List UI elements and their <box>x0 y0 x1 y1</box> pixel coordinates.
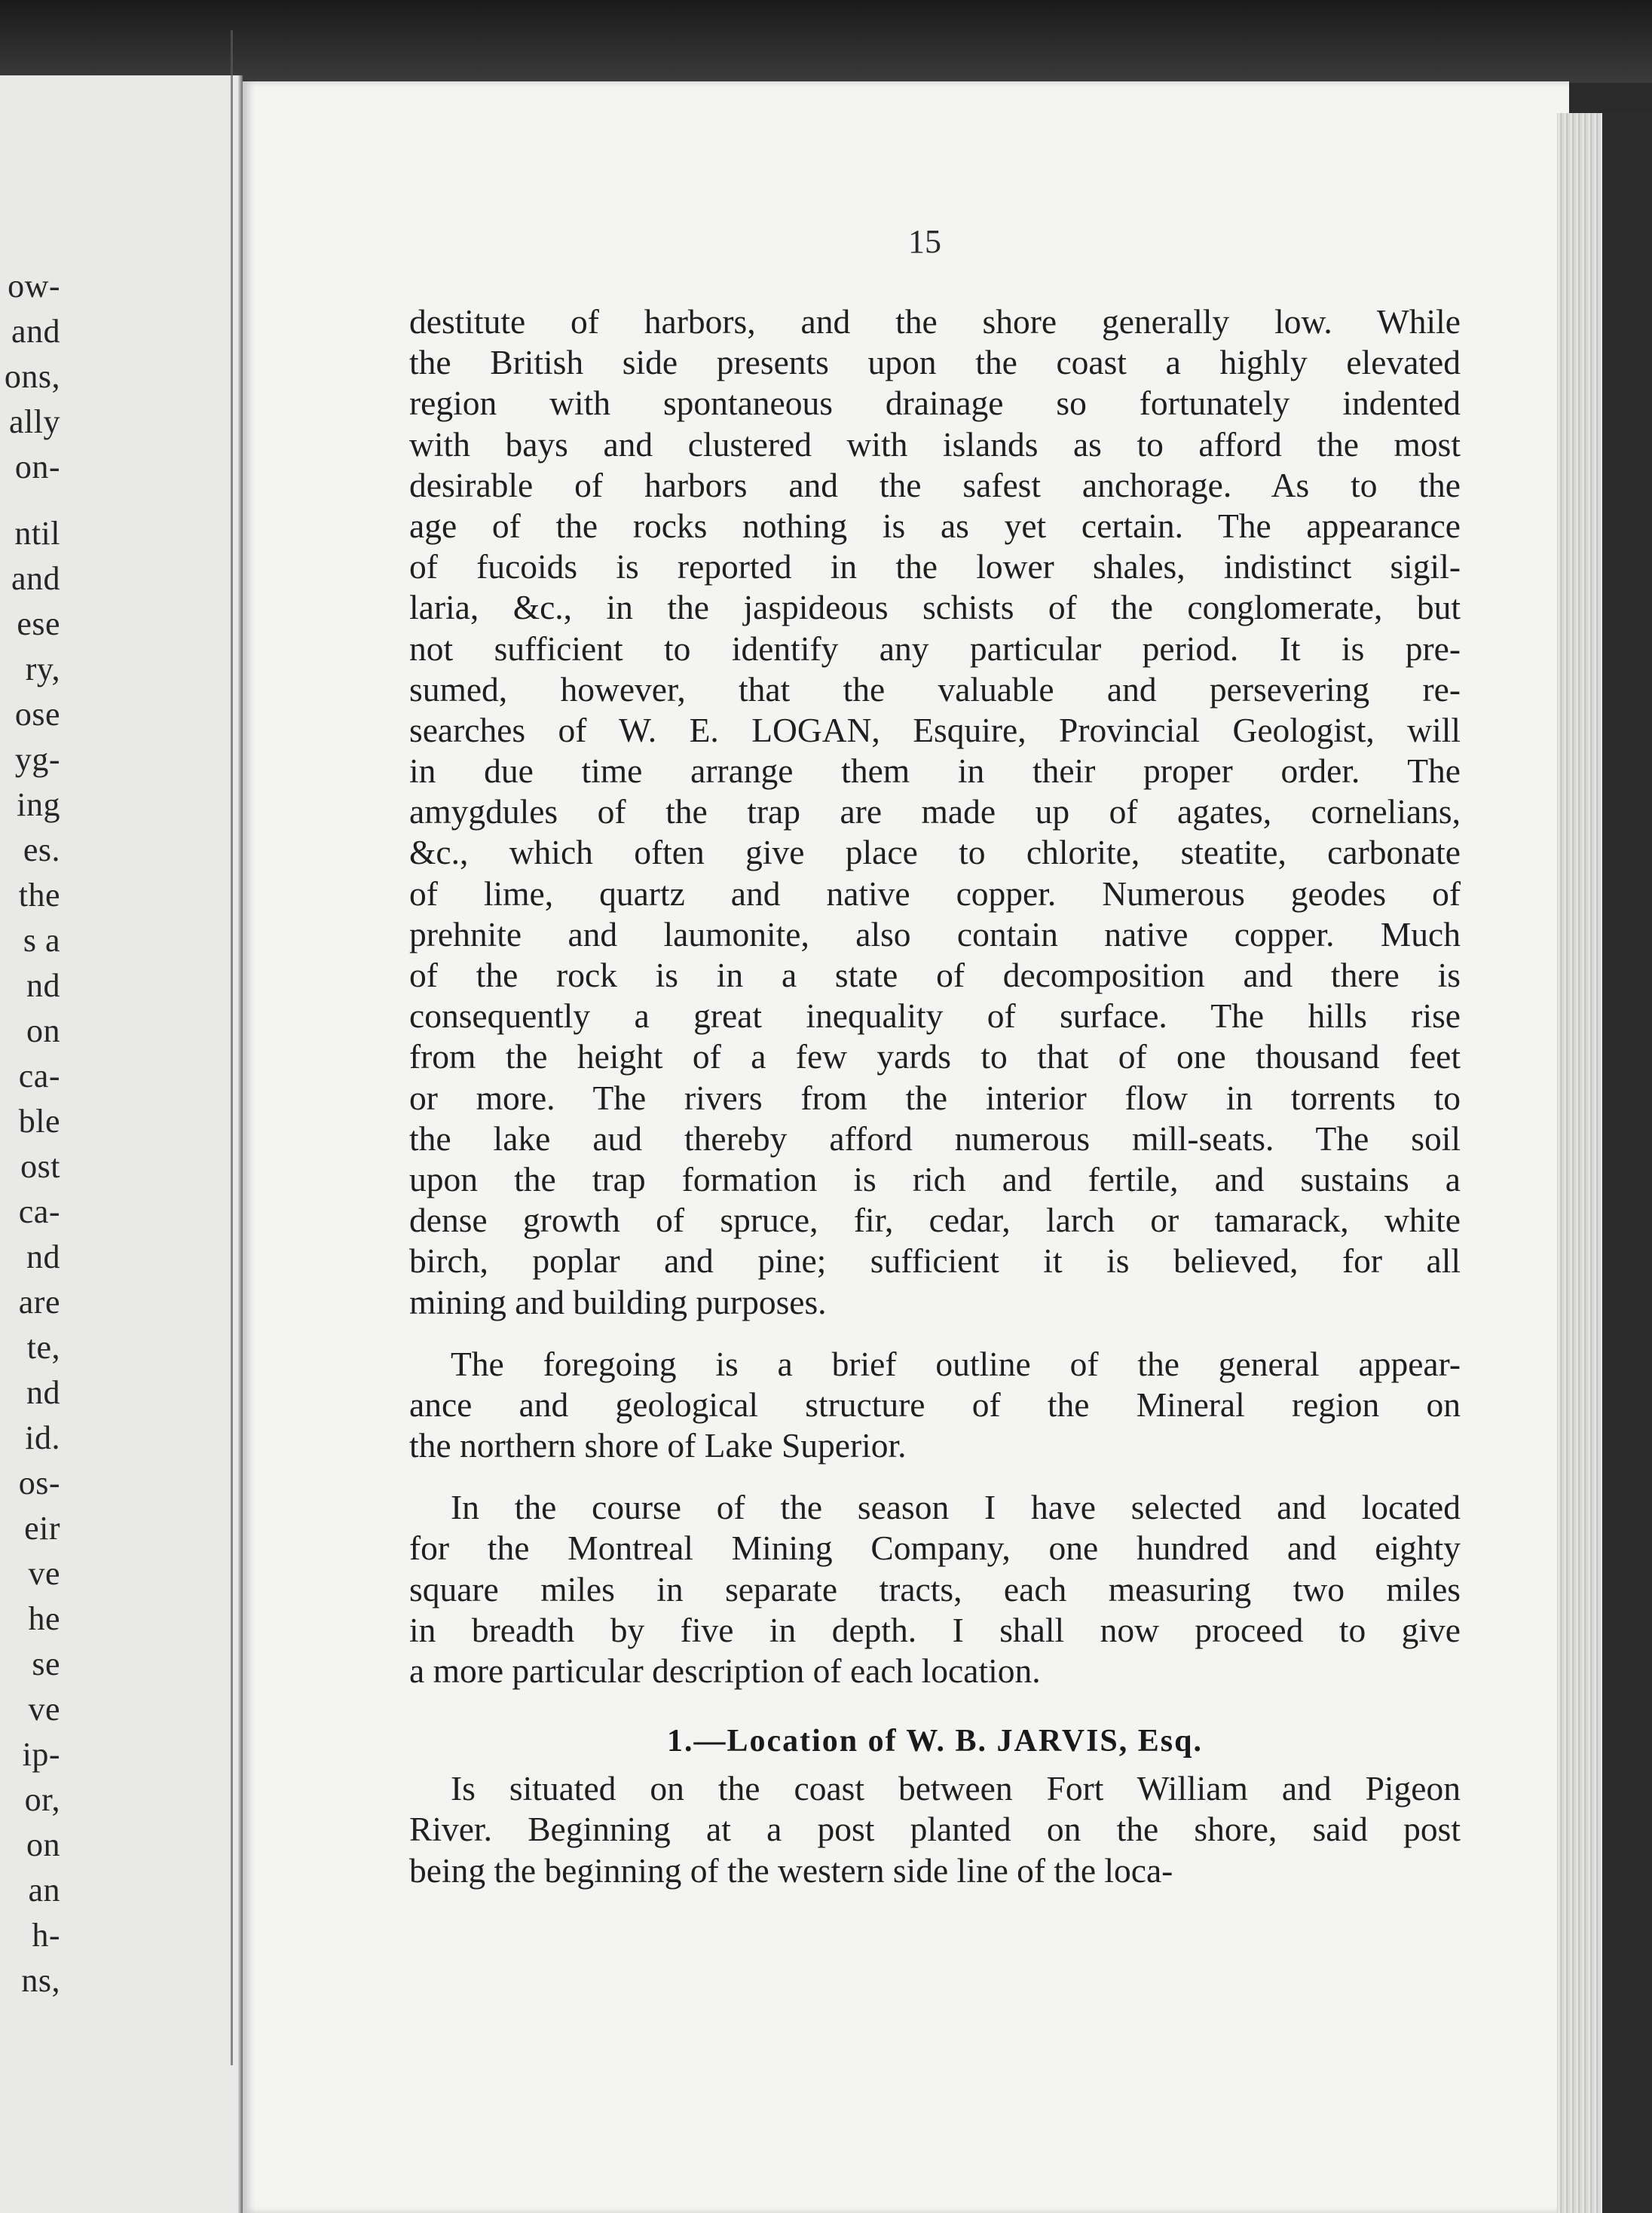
facing-page-line: ing <box>17 786 60 823</box>
facing-page-line: ons, <box>4 358 60 395</box>
facing-page-line: nd <box>26 967 60 1004</box>
text-line: square miles in separate tracts, each measuring two miles <box>409 1569 1461 1608</box>
facing-page-line: id. <box>25 1419 60 1456</box>
gutter-line <box>231 30 233 2065</box>
facing-page-line: on <box>26 1826 60 1863</box>
text-line: with bays and clustered with islands as to afford the most <box>409 424 1461 464</box>
facing-page-line: he <box>28 1600 60 1637</box>
facing-page <box>0 75 243 2213</box>
text-line: age of the rocks nothing is as yet certain. The appearance <box>409 506 1461 545</box>
text-line: of the rock is in a state of decomposition and there is <box>409 956 1461 994</box>
facing-page-line: nd <box>26 1374 60 1411</box>
text-line: &c., which often give place to chlorite, steatite, carbonate <box>409 833 1461 872</box>
facing-page-line: ese <box>17 605 60 642</box>
facing-page-line: nd <box>26 1238 60 1275</box>
facing-page-line: on- <box>14 448 60 485</box>
facing-page-line: eir <box>24 1510 60 1547</box>
page-edges <box>1557 113 1602 2213</box>
text-line: a more particular description of each location. <box>409 1651 1041 1690</box>
text-line: from the height of a few yards to that of one thousand feet <box>409 1037 1461 1076</box>
facing-page-line: ally <box>9 403 60 440</box>
facing-page-line <box>0 490 60 511</box>
facing-page-line: ca- <box>18 1193 60 1230</box>
facing-page-line: an <box>28 1872 60 1908</box>
text-line: the British side presents upon the coast a highly elevated <box>409 343 1461 382</box>
facing-page-line: ip- <box>22 1736 60 1773</box>
text-line: River. Beginning at a post planted on the shore, said post <box>409 1810 1461 1849</box>
paragraph-4 <box>409 1768 1461 1891</box>
page-number: 15 <box>908 223 941 260</box>
text-line: of lime, quartz and native copper. Numerous geodes of <box>409 874 1461 913</box>
facing-page-text <box>0 264 60 2003</box>
facing-page-line: are <box>18 1284 60 1321</box>
facing-page-line: se <box>32 1645 60 1682</box>
text-line: ance and geological structure of the Mineral region on <box>409 1385 1461 1424</box>
text-line: in breadth by five in depth. I shall now proceed to give <box>409 1610 1461 1649</box>
text-line: region with spontaneous drainage so fortunately indented <box>409 384 1461 423</box>
facing-page-line: ble <box>18 1103 60 1140</box>
paragraph-2 <box>409 1344 1461 1467</box>
facing-page-line: ose <box>14 696 60 733</box>
facing-page-line: ve <box>28 1555 60 1592</box>
facing-page-line: ost <box>20 1148 60 1185</box>
text-line: mining and building purposes. <box>409 1282 827 1321</box>
facing-page-line: and <box>11 313 60 350</box>
text-line: destitute of harbors, and the shore generally low. While <box>409 302 1461 341</box>
facing-page-line: the <box>18 877 60 914</box>
facing-page-line: on <box>26 1012 60 1049</box>
text-line: not sufficient to identify any particular period. It is pre- <box>409 629 1461 668</box>
text-line: consequently a great inequality of surface. The hills rise <box>409 996 1461 1036</box>
text-line: Is situated on the coast between Fort William and Pigeon <box>451 1769 1461 1808</box>
paragraph-3 <box>409 1487 1461 1691</box>
text-line: desirable of harbors and the safest anchorage. As to the <box>409 465 1461 504</box>
text-line: birch, poplar and pine; sufficient it is believed, for all <box>409 1241 1461 1281</box>
text-line: dense growth of spruce, fir, cedar, larch or tamarack, white <box>409 1201 1461 1240</box>
scan-background <box>0 0 1652 83</box>
text-line: or more. The rivers from the interior flow in torrents to <box>409 1078 1461 1117</box>
text-line: prehnite and laumonite, also contain native copper. Much <box>409 914 1461 953</box>
text-line: amygdules of the trap are made up of agates, cornelians, <box>409 792 1461 831</box>
text-line: the lake aud thereby afford numerous mill-seats. The soil <box>409 1119 1461 1158</box>
section-heading: 1.—Location of W. B. JARVIS, Esq. <box>667 1724 1203 1759</box>
text-line: The foregoing is a brief outline of the general appear- <box>451 1344 1461 1383</box>
facing-page-line: ve <box>28 1691 60 1728</box>
text-line: upon the trap formation is rich and fertile, and sustains a <box>409 1159 1461 1198</box>
facing-page-line: ow- <box>8 268 60 305</box>
text-line: searches of W. E. LOGAN, Esquire, Provincial Geologist, will <box>409 710 1461 749</box>
text-line: sumed, however, that the valuable and persevering re- <box>409 669 1461 709</box>
text-line: in due time arrange them in their proper order. The <box>409 751 1461 791</box>
text-line: for the Montreal Mining Company, one hundred and eighty <box>409 1529 1461 1568</box>
scan-border <box>1602 113 1652 2213</box>
facing-page-line: es. <box>23 831 60 868</box>
paragraph-1 <box>409 301 1461 1323</box>
facing-page-line: ca- <box>18 1058 60 1094</box>
text-line: In the course of the season I have selected and located <box>451 1488 1461 1527</box>
facing-page-line: ntil <box>14 515 60 552</box>
text-line: laria, &c., in the jaspideous schists of the conglomerate, but <box>409 588 1461 627</box>
facing-page-line: ns, <box>21 1962 60 1999</box>
facing-page-line: te, <box>26 1329 60 1366</box>
facing-page-line: or, <box>24 1781 60 1818</box>
facing-page-line: os- <box>18 1465 60 1501</box>
facing-page-line: and <box>11 560 60 597</box>
facing-page-line: ry, <box>25 650 60 687</box>
facing-page-line: s a <box>23 922 60 959</box>
text-line: of fucoids is reported in the lower shales, indistinct sigil- <box>409 547 1461 586</box>
facing-page-line: yg- <box>14 741 60 778</box>
text-line: being the beginning of the western side line of the loca- <box>409 1850 1173 1890</box>
text-line: the northern shore of Lake Superior. <box>409 1426 907 1465</box>
page-body <box>409 301 1461 1891</box>
facing-page-line: h- <box>32 1917 60 1954</box>
